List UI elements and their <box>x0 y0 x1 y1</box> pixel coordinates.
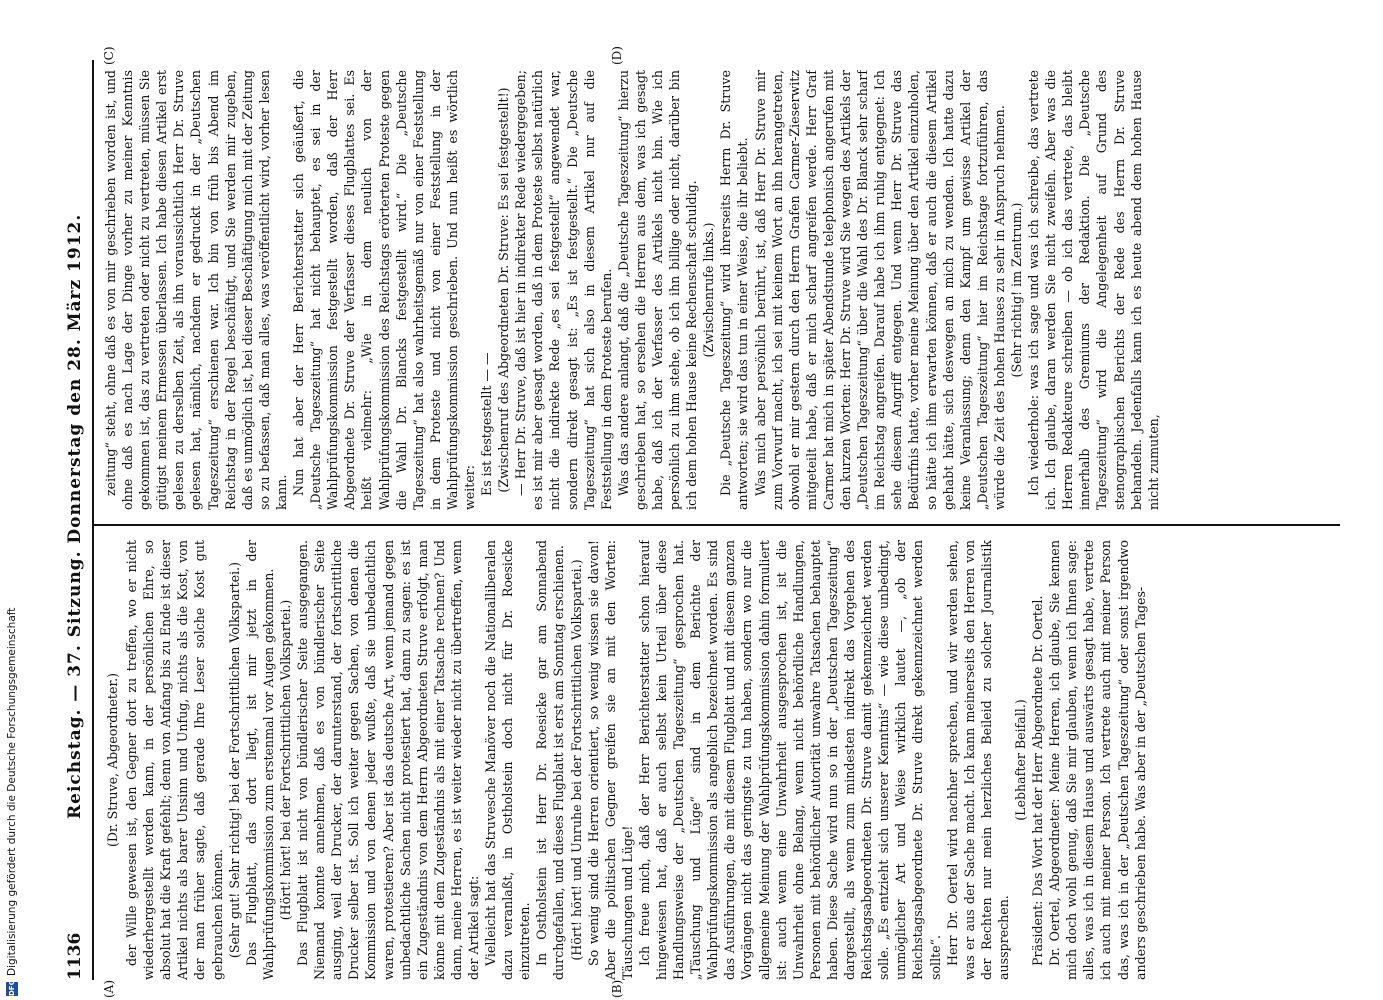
margin-mark-d: (D) <box>610 46 624 65</box>
interjection: (Lebhafter Beifall.) <box>1012 699 1028 821</box>
paragraph: Was mich aber persönlich berührt, ist, daß Herr Dr. Struve mir zum Vorwurf macht, ich sei mit keinem Wort an ihn herangetreten, obwohl er mir gestern durch den Herrn Grafen Carmer-Zieserwitz mitgeteilt habe, daß er mich scharf angreifen werde. Herr Graf Carmer hat mich in später Abendstunde telephonisch angerufen mit den kurzen Worten: Herr Dr. Struve wird Sie wegen des Artikels der „Deutschen Tageszeitung“ über die Wahl des Dr. Blanck sehr scharf im Reichstag angreifen. Darauf habe ich ihm ruhig entgegnet: Ich sehe diesem Angriff entgegen. Und wenn Herr Dr. Struve das Bedürfnis hatte, vorher meine Meinung über den Artikel einzuholen, so hätte ich ihm erwarten können, daß er auch die diesem Artikel gehabt hätte, sich deswegen an mich zu wenden. Ich hatte dazu keine Veranlassung; denn den Kampf um gewisse Artikel der „Deutschen Tageszeitung“ hier im Reichstage fortzuführen, das würde die Zeit des hohen Hauses zu sehr in Anspruch nehmen. <box>752 70 1007 510</box>
paragraph: Dr. Oertel, Abgeordneter: Meine Herren, ich glaube, Sie kennen mich doch wohl genug, daß Sie mir glauben, wenn ich Ihnen sage: alles, was ich in diesem Hause und auswärts gesagt habe, vertrete ich auch mit meiner Person. Ich vertrete auch mit meiner Person das, was ich in der „Deutschen Tageszeitung“ oder sonst irgendwo anders geschrieben habe. Was aber in der „Deutschen Tages- <box>1047 540 1148 980</box>
margin-mark-c: (C) <box>102 46 116 65</box>
paragraph: Das Flugblatt, das dort liegt, ist mir jetzt in der Wahlprüfungskommission zum erstenmal vor Augen gekommen. <box>243 540 276 980</box>
left-column <box>102 540 1340 980</box>
paragraph: Präsident: Das Wort hat der Herr Abgeordnete Dr. Oertel. <box>1030 595 1046 966</box>
paragraph: Nun hat aber der Herr Berichterstatter sich geäußert, die „Deutsche Tageszeitung“ hat nicht behauptet, es sei in der Wahlprüfungskommission festgestellt worden, daß der Herr Abgeordnete Dr. Struve der Verfasser dieses Flugblattes sei. Es heißt vielmehr: „Wie in dem neulich von der Wahlprüfungskommission des Reichstags erörterten Proteste gegen die Wahl Dr. Blancks festgestellt wird.“ Die „Deutsche Tageszeitung“ hat also wahrheitsgemäß nur von einer Feststellung in dem Proteste und nicht von einer Feststellung in der Wahlprüfungskommission geschrieben. Und nun heißt es wörtlich weiter: <box>291 70 477 510</box>
interjection: (Sehr richtig! im Zentrum.) <box>1008 202 1024 378</box>
margin-mark-b: (B) <box>610 979 624 998</box>
column-divider <box>94 524 1340 526</box>
paragraph: In Ostholstein ist Herr Dr. Roesicke gar am Sonnabend durchgefallen, und dieses Flugblatt ist erst am Sonntag erschienen. <box>534 540 567 980</box>
paragraph: Was das andere anlangt, daß die „Deutsche Tageszeitung“ hierzu geschrieben hat, so ersehen die Herren aus dem, was ich gesagt habe, daß ich der Verfasser des Artikels nicht bin. Wie ich persönlich zu ihm stehe, ob ich ihn billige oder nicht, darüber bin ich dem hohen Hause keine Rechenschaft schuldig. <box>615 70 700 510</box>
interjection: (Sehr gut! Sehr richtig! bei der Fortschrittlichen Volkspartei.) <box>226 561 242 959</box>
interjection: (Zwischenruf des Abgeordneten Dr. Struve: Es sei festgestellt!) <box>496 87 512 493</box>
paragraph: Die „Deutsche Tageszeitung“ wird ihrerseits Herrn Dr. Struve antworten; sie wird das tun in einer Weise, die ihr beliebt. <box>718 70 751 510</box>
paragraph: Vielleicht hat das Struvesche Manöver noch die Nationalliberalen dazu veranlaßt, in Ostholstein doch nicht für Dr. Roesicke einzutreten. <box>483 540 533 980</box>
paragraph: So wenig sind die Herren orientiert, so wenig wissen sie davon! Aber die politischen Gegner greifen sie an mit den Worten: Täuschungen und Lüge! <box>585 540 635 980</box>
right-column <box>102 70 1340 510</box>
page-title: Reichstag. — 37. Sitzung. Donnerstag den 28. März 1912. <box>65 213 85 819</box>
credit-text: Digitalisierung gefördert durch die Deutsche Forschungsgemeinschaft <box>6 607 18 976</box>
interjection: (Zwischenrufe links.) <box>701 222 717 358</box>
paragraph: Herr Dr. Oertel wird nachher sprechen, und wir werden sehen, was er aus der Sache macht. Ich kann meinerseits den Herren von der Rechten nur mein herzliches Beileid zu solcher Journalistik aussprechen. <box>944 540 1011 980</box>
paragraph: — Herr Dr. Struve, daß ist hier in indirekter Rede wiedergegeben; es ist mir aber gesagt worden, daß in dem Proteste selbst natürlich nicht die indirekte Rede „es sei festgestellt“ angewendet war, sondern direkt gesagt ist: „Es ist festgestellt.“ Die „Deutsche Tageszeitung“ hat sich also in diesem Artikel nur auf die Feststellung in dem Proteste berufen. <box>513 70 614 510</box>
document-sheet <box>50 40 1350 1000</box>
paragraph: (Dr. Struve, Abgeordneter.) <box>105 673 120 848</box>
page-header <box>58 60 94 980</box>
paragraph: Es ist festgestellt — — <box>479 352 495 496</box>
paragraph: Ich freue mich, daß der Herr Berichterstatter schon hierauf hingewiesen hat, daß er auch selbst kein Urteil über diese Handlungsweise der „Deutschen Tageszeitung“ gesprochen hat. „Täuschung und Lüge“ sind in dem Berichte der Wahlprüfungskommission als angeblich bezeichnet worden. Es sind das Ausführungen, die mit diesem Flugblatt und mit diesem ganzen Vorgängen nicht das geringste zu tun haben, sondern wo nur die allgemeine Meinung der Wahlprüfungskommission dahin formuliert ist: auch wenn eine Unwahrheit ausgesprochen ist, ist die Unwahrheit ohne Belang, wenn nicht behördliche Handlungen, Personen mit behördlicher Autorität unwahre Tatsachen behauptet haben. Diese Sache wird nun so in der „Deutschen Tageszeitung“ dargestellt, als wenn zum mindesten indirekt das Vorgehen des Reichstagsabgeordneten Dr. Struve damit gekennzeichnet werden solle. „Es entzieht sich unserer Kenntnis“ — wie diese unbedingt, unmöglicher Art und Weise wirklich lautet —, „ob der Reichstagsabgeordnete Dr. Struve direkt gekennzeichnet werden sollte“. <box>636 540 943 980</box>
paragraph: der Wille gewesen ist, den Gegner dort zu treffen, wo er nicht wiederhergestellt werden kann, in der persönlichen Ehre, so absolut hat die Kraft gefehlt; denn von Anfang bis zu Ende ist dieser Artikel nichts als barer Unsinn und Unfug, nichts als die Kost, von der man früher sagte, daß gerade Ihre Leser solche Kost gut gebrauchen können. <box>124 540 225 980</box>
paragraph: zeitung“ steht, ohne daß es von mir geschrieben worden ist, und ohne daß es nach Lage der Dinge vorher zu meiner Kenntnis gekommen ist, das zu vertreten oder nicht zu vertreten, müssen Sie gütigst meinem Ermessen überlassen. Ich habe diesen Artikel erst gelesen zu derselben Zeit, als ihn voraussichtlich Herr Dr. Struve gelesen hat, nämlich, nachdem er gedruckt in der „Deutschen Tageszeitung“ erschienen war. Ich bin von früh bis Abend im Reichstag in der Regel beschäftigt, und Sie werden mir zugeben, daß es unmöglich ist, bei dieser Beschäftigung mich mit der Zeitung so zu befassen, daß man alles, was veröffentlicht wird, vorher lesen kann. <box>103 70 289 510</box>
paragraph: Das Flugblatt ist nicht von bündlerischer Seite ausgegangen. Niemand konnte annehmen, daß es von bündlerischer Seite ausging, weil der Drucker, der darunterstand, der fortschrittliche Drucker selber ist. Soll ich weiter gegen Sachen, von denen die Kommission und von denen jeder wußte, daß sie unbedachtlich waren, protestieren? Aber ist das deutsche Art, wenn jemand gegen unbedachtliche Sachen nicht protestiert hat, dann zu sagen: es ist ein Zugeständnis von dem Herrn Abgeordneten Struve erfolgt, man könne mit dem Zugeständnis als mit einer Tatsache rechnen? Und dann, meine Herren, es ist weiter wieder nicht zu übertreffen, wenn der Artikel sagt: <box>295 540 481 980</box>
interjection: (Hört! hört! bei der Fortschrittlichen Volkspartei.) <box>277 599 293 921</box>
digitization-credit <box>6 608 18 996</box>
interjection: (Hört! hört! und Unruhe bei der Fortschrittlichen Volkspartei.) <box>568 559 584 961</box>
page-number: 1136 <box>65 932 85 980</box>
dfg-logo: DFG <box>8 979 16 996</box>
margin-mark-a: (A) <box>102 979 116 998</box>
paragraph: Ich wiederhole: was ich sage und was ich schreibe, das vertrete ich. Ich glaube, daran werden Sie nicht zweifeln. Aber was die Herren Redakteure schreiben — ob ich das vertrete, das bleibt innerhalb des Gremiums der Redaktion. Die „Deutsche Tageszeitung“ wird die Angelegenheit auf Grund des stenographischen Berichts der Rede des Herrn Dr. Struve behandeln. Jedenfalls kann ich es heute abend dem hohen Hause nicht zumuten, <box>1026 70 1161 510</box>
rotated-page <box>50 40 1350 1000</box>
